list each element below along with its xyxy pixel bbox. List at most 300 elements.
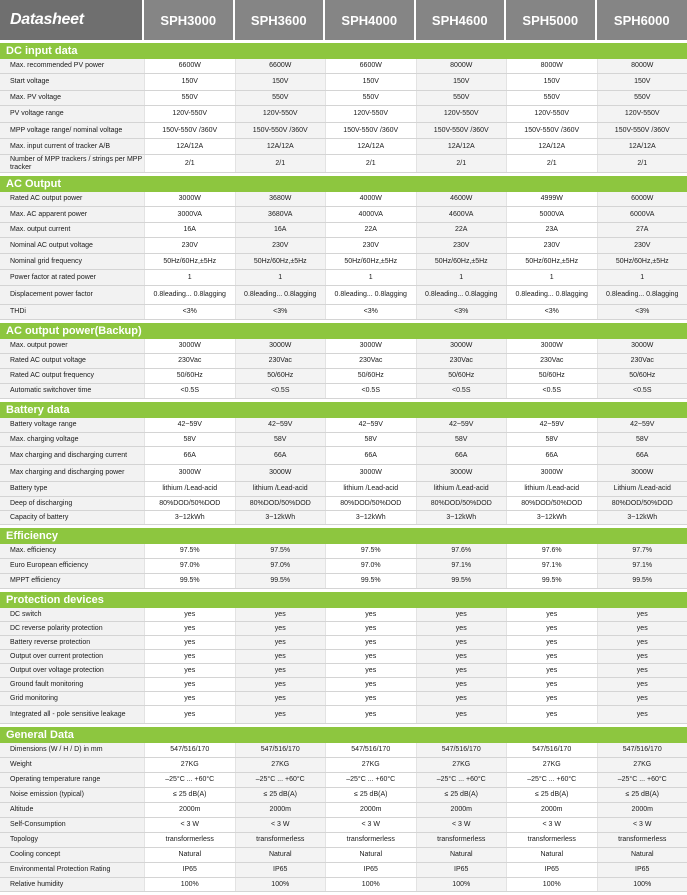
spec-value: yes (144, 706, 235, 723)
spec-label: MPP voltage range/ nominal voltage (0, 123, 144, 138)
spec-value: 50/60Hz (506, 369, 597, 383)
spec-value: 3000W (597, 339, 687, 353)
spec-value: 12A/12A (325, 139, 416, 154)
spec-row (0, 636, 687, 650)
spec-value: 230Vac (325, 354, 416, 368)
spec-value: 16A (235, 223, 326, 237)
spec-row (0, 511, 687, 525)
spec-value: yes (597, 692, 687, 705)
spec-value: 547/516/170 (144, 743, 235, 757)
spec-label: PV voltage range (0, 106, 144, 122)
spec-row (0, 139, 687, 155)
spec-label: Max. PV voltage (0, 91, 144, 105)
spec-value: 150V-550V /360V (506, 123, 597, 138)
spec-value: lithium /Lead-acid (416, 482, 507, 496)
spec-value: 230Vac (144, 354, 235, 368)
spec-value: 120V-550V (235, 106, 326, 122)
spec-label: Deep of discharging (0, 497, 144, 510)
spec-row (0, 369, 687, 384)
spec-value: 6600W (144, 59, 235, 73)
spec-row (0, 305, 687, 320)
spec-row (0, 803, 687, 818)
spec-value: 4600VA (416, 207, 507, 222)
spec-value: yes (506, 692, 597, 705)
spec-row (0, 773, 687, 788)
spec-value: yes (506, 636, 597, 649)
spec-value: 12A/12A (506, 139, 597, 154)
section-header-battery-data: Battery data (0, 402, 687, 418)
spec-value: 0.8leading... 0.8lagging (144, 286, 235, 304)
spec-value: 100% (416, 878, 507, 891)
spec-value: 99.5% (325, 574, 416, 588)
spec-value: 97.1% (506, 559, 597, 573)
spec-value: 100% (235, 878, 326, 891)
spec-row (0, 223, 687, 238)
spec-value: 42~59V (416, 418, 507, 432)
spec-value: 120V-550V (416, 106, 507, 122)
spec-value: 2/1 (325, 155, 416, 172)
spec-value: < 3 W (325, 818, 416, 832)
spec-value: 97.5% (235, 544, 326, 558)
spec-value: yes (325, 622, 416, 635)
spec-value: yes (325, 706, 416, 723)
spec-value: 2000m (144, 803, 235, 817)
spec-label: Output over voltage protection (0, 664, 144, 677)
spec-value: <0.5S (597, 384, 687, 398)
spec-label: Nominal AC output voltage (0, 238, 144, 253)
spec-value: < 3 W (597, 818, 687, 832)
spec-value: 99.5% (597, 574, 687, 588)
spec-value: 230Vac (597, 354, 687, 368)
datasheet-title: Datasheet (0, 0, 144, 40)
spec-label: Noise emission (typical) (0, 788, 144, 802)
spec-value: Lithium /Lead-acid (597, 482, 687, 496)
spec-value: 42~59V (235, 418, 326, 432)
spec-value: 1 (597, 270, 687, 285)
spec-value: 3000W (235, 465, 326, 481)
spec-value: yes (144, 692, 235, 705)
spec-row (0, 354, 687, 369)
spec-label: Automatic switchover time (0, 384, 144, 398)
spec-value: 8000W (416, 59, 507, 73)
spec-value: lithium /Lead-acid (506, 482, 597, 496)
spec-value: 99.5% (506, 574, 597, 588)
spec-value: yes (506, 664, 597, 677)
spec-value: 8000W (597, 59, 687, 73)
spec-label: Output over current protection (0, 650, 144, 663)
spec-value: Natural (506, 848, 597, 862)
spec-value: Natural (597, 848, 687, 862)
spec-value: –25°C ... +60°C (235, 773, 326, 787)
spec-value: 97.1% (597, 559, 687, 573)
spec-label: Nominal grid frequency (0, 254, 144, 269)
spec-value: 2/1 (597, 155, 687, 172)
spec-value: yes (235, 706, 326, 723)
spec-value: –25°C ... +60°C (506, 773, 597, 787)
spec-value: lithium /Lead-acid (235, 482, 326, 496)
spec-row (0, 758, 687, 773)
spec-value: 150V (597, 74, 687, 90)
spec-value: 50Hz/60Hz,±5Hz (144, 254, 235, 269)
spec-value: yes (416, 650, 507, 663)
spec-row (0, 254, 687, 270)
spec-value: 230V (144, 238, 235, 253)
spec-value: 12A/12A (235, 139, 326, 154)
spec-value: 2000m (325, 803, 416, 817)
spec-label: Capacity of battery (0, 511, 144, 524)
spec-label: THDi (0, 305, 144, 319)
spec-row (0, 418, 687, 433)
spec-value: 22A (416, 223, 507, 237)
spec-row (0, 788, 687, 803)
spec-value: 2/1 (506, 155, 597, 172)
spec-label: Rated AC output voltage (0, 354, 144, 368)
spec-value: lithium /Lead-acid (144, 482, 235, 496)
spec-label: Max. input current of tracker A/B (0, 139, 144, 154)
spec-value: yes (235, 664, 326, 677)
spec-value: 4600W (416, 192, 507, 206)
spec-value: <0.5S (506, 384, 597, 398)
spec-value: 2/1 (416, 155, 507, 172)
spec-value: 42~59V (597, 418, 687, 432)
spec-value: 150V-550V /360V (416, 123, 507, 138)
spec-value: 2000m (506, 803, 597, 817)
spec-value: yes (144, 678, 235, 691)
spec-value: 100% (325, 878, 416, 891)
spec-label: Environmental Protection Rating (0, 863, 144, 877)
spec-value: 547/516/170 (506, 743, 597, 757)
spec-value: 50Hz/60Hz,±5Hz (416, 254, 507, 269)
spec-label: DC reverse polarity protection (0, 622, 144, 635)
spec-value: 42~59V (325, 418, 416, 432)
spec-row (0, 706, 687, 724)
spec-value: ≤ 25 dB(A) (597, 788, 687, 802)
spec-value: 97.6% (506, 544, 597, 558)
spec-value: 58V (235, 433, 326, 446)
spec-label: Start voltage (0, 74, 144, 90)
spec-value: yes (144, 664, 235, 677)
spec-label: Max charging and discharging power (0, 465, 144, 481)
spec-value: IP65 (235, 863, 326, 877)
spec-value: 150V-550V /360V (235, 123, 326, 138)
spec-row (0, 447, 687, 465)
spec-value: yes (416, 706, 507, 723)
spec-value: 550V (144, 91, 235, 105)
spec-value: 97.0% (235, 559, 326, 573)
spec-value: 50/60Hz (325, 369, 416, 383)
spec-value: yes (597, 678, 687, 691)
spec-value: 50/60Hz (416, 369, 507, 383)
spec-label: Grid monitoring (0, 692, 144, 705)
spec-value: 100% (597, 878, 687, 891)
spec-label: Self-Consumption (0, 818, 144, 832)
spec-row (0, 433, 687, 447)
spec-value: yes (597, 650, 687, 663)
section-header-dc-input-data: DC input data (0, 43, 687, 59)
spec-value: 3000W (325, 339, 416, 353)
spec-value: Natural (235, 848, 326, 862)
spec-value: 3000W (506, 339, 597, 353)
spec-value: yes (144, 650, 235, 663)
spec-value: 3~12kWh (325, 511, 416, 524)
spec-label: Displacement power factor (0, 286, 144, 304)
spec-value: 100% (506, 878, 597, 891)
spec-value: 230V (597, 238, 687, 253)
spec-row (0, 384, 687, 399)
spec-value: yes (325, 678, 416, 691)
spec-value: <0.5S (235, 384, 326, 398)
spec-value: 550V (597, 91, 687, 105)
spec-value: –25°C ... +60°C (144, 773, 235, 787)
model-header: SPH3000 (144, 0, 235, 40)
header-row (0, 0, 687, 40)
spec-value: 66A (416, 447, 507, 464)
spec-value: 27KG (325, 758, 416, 772)
spec-value: 550V (506, 91, 597, 105)
spec-value: <3% (235, 305, 326, 319)
spec-value: yes (235, 622, 326, 635)
spec-row (0, 622, 687, 636)
spec-value: transformerless (235, 833, 326, 847)
spec-value: 66A (325, 447, 416, 464)
spec-value: 230Vac (235, 354, 326, 368)
spec-value: 80%DOD/50%DOD (506, 497, 597, 510)
spec-value: ≤ 25 dB(A) (144, 788, 235, 802)
spec-value: 42~59V (144, 418, 235, 432)
spec-value: 1 (325, 270, 416, 285)
spec-value: 2000m (235, 803, 326, 817)
spec-value: yes (325, 650, 416, 663)
spec-value: yes (325, 692, 416, 705)
spec-value: 3680W (235, 192, 326, 206)
spec-value: 3000W (506, 465, 597, 481)
spec-value: 80%DOD/50%DOD (597, 497, 687, 510)
spec-value: 27A (597, 223, 687, 237)
spec-value: 97.5% (144, 544, 235, 558)
spec-value: ≤ 25 dB(A) (325, 788, 416, 802)
spec-value: 3000W (416, 339, 507, 353)
spec-label: Rated AC output power (0, 192, 144, 206)
spec-row (0, 692, 687, 706)
spec-value: 97.6% (416, 544, 507, 558)
spec-value: 97.1% (416, 559, 507, 573)
spec-value: 230V (235, 238, 326, 253)
spec-value: 150V-550V /360V (144, 123, 235, 138)
model-header: SPH5000 (506, 0, 597, 40)
spec-value: yes (416, 692, 507, 705)
spec-value: yes (597, 706, 687, 723)
spec-value: 2/1 (235, 155, 326, 172)
spec-value: yes (416, 622, 507, 635)
spec-row (0, 863, 687, 878)
spec-row (0, 59, 687, 74)
spec-value: yes (416, 678, 507, 691)
spec-value: yes (597, 636, 687, 649)
spec-row (0, 574, 687, 589)
spec-value: yes (416, 664, 507, 677)
spec-value: < 3 W (235, 818, 326, 832)
spec-row (0, 91, 687, 106)
spec-value: 27KG (416, 758, 507, 772)
spec-value: 2000m (597, 803, 687, 817)
spec-value: 27KG (144, 758, 235, 772)
spec-label: Battery type (0, 482, 144, 496)
spec-value: <3% (416, 305, 507, 319)
spec-value: 150V (506, 74, 597, 90)
spec-value: yes (506, 650, 597, 663)
spec-value: 3~12kWh (597, 511, 687, 524)
spec-value: –25°C ... +60°C (597, 773, 687, 787)
spec-value: yes (235, 692, 326, 705)
spec-value: 3~12kWh (144, 511, 235, 524)
spec-label: Dimensions (W / H / D) in mm (0, 743, 144, 757)
section-header-ac-output-power-backup: AC output power(Backup) (0, 323, 687, 339)
spec-row (0, 106, 687, 123)
spec-value: <3% (506, 305, 597, 319)
spec-value: 5000VA (506, 207, 597, 222)
spec-value: <0.5S (416, 384, 507, 398)
spec-value: yes (597, 664, 687, 677)
spec-value: –25°C ... +60°C (325, 773, 416, 787)
spec-value: yes (325, 664, 416, 677)
spec-value: transformerless (597, 833, 687, 847)
section-header-protection-devices: Protection devices (0, 592, 687, 608)
spec-row (0, 559, 687, 574)
spec-value: 3000VA (144, 207, 235, 222)
spec-value: 12A/12A (144, 139, 235, 154)
spec-value: 58V (506, 433, 597, 446)
spec-value: 8000W (506, 59, 597, 73)
spec-value: IP65 (325, 863, 416, 877)
spec-label: Battery voltage range (0, 418, 144, 432)
spec-row (0, 192, 687, 207)
spec-value: 550V (416, 91, 507, 105)
spec-row (0, 497, 687, 511)
spec-value: 58V (416, 433, 507, 446)
spec-value: yes (416, 636, 507, 649)
spec-value: 120V-550V (597, 106, 687, 122)
spec-value: yes (235, 678, 326, 691)
spec-value: 12A/12A (416, 139, 507, 154)
spec-value: 50/60Hz (235, 369, 326, 383)
spec-label: DC switch (0, 608, 144, 621)
spec-value: 547/516/170 (235, 743, 326, 757)
spec-value: 230V (325, 238, 416, 253)
spec-row (0, 155, 687, 173)
spec-value: 0.8leading... 0.8lagging (325, 286, 416, 304)
spec-value: 150V (416, 74, 507, 90)
spec-value: 66A (144, 447, 235, 464)
spec-value: 3000W (416, 465, 507, 481)
spec-value: <0.5S (144, 384, 235, 398)
spec-value: 80%DOD/50%DOD (144, 497, 235, 510)
spec-value: 4000W (325, 192, 416, 206)
spec-value: yes (325, 636, 416, 649)
spec-value: 58V (144, 433, 235, 446)
spec-row (0, 123, 687, 139)
spec-value: 23A (506, 223, 597, 237)
spec-value: <3% (144, 305, 235, 319)
model-header: SPH4000 (325, 0, 416, 40)
spec-value: Natural (416, 848, 507, 862)
spec-value: 16A (144, 223, 235, 237)
spec-value: 120V-550V (325, 106, 416, 122)
spec-value: 2/1 (144, 155, 235, 172)
spec-label: Rated AC output frequency (0, 369, 144, 383)
spec-label: Cooling concept (0, 848, 144, 862)
spec-value: 0.8leading... 0.8lagging (416, 286, 507, 304)
spec-row (0, 74, 687, 91)
spec-label: Topology (0, 833, 144, 847)
spec-value: transformerless (506, 833, 597, 847)
spec-value: 150V-550V /360V (325, 123, 416, 138)
spec-value: 50Hz/60Hz,±5Hz (506, 254, 597, 269)
spec-value: 42~59V (506, 418, 597, 432)
spec-value: 120V-550V (506, 106, 597, 122)
spec-value: yes (506, 678, 597, 691)
spec-value: yes (416, 608, 507, 621)
spec-row (0, 207, 687, 223)
spec-label: MPPT efficiency (0, 574, 144, 588)
spec-value: yes (235, 608, 326, 621)
spec-value: 547/516/170 (325, 743, 416, 757)
spec-value: yes (235, 650, 326, 663)
spec-label: Ground fault monitoring (0, 678, 144, 691)
spec-value: 80%DOD/50%DOD (235, 497, 326, 510)
spec-value: yes (597, 608, 687, 621)
spec-value: 547/516/170 (416, 743, 507, 757)
spec-value: –25°C ... +60°C (416, 773, 507, 787)
model-header: SPH3600 (235, 0, 326, 40)
spec-value: 550V (325, 91, 416, 105)
spec-value: 4999W (506, 192, 597, 206)
spec-row (0, 848, 687, 863)
spec-value: 3000W (144, 465, 235, 481)
spec-value: ≤ 25 dB(A) (235, 788, 326, 802)
spec-label: Battery reverse protection (0, 636, 144, 649)
section-header-general-data: General Data (0, 727, 687, 743)
spec-label: Max. output power (0, 339, 144, 353)
spec-value: transformerless (144, 833, 235, 847)
spec-value: < 3 W (144, 818, 235, 832)
spec-row (0, 544, 687, 559)
spec-value: 97.7% (597, 544, 687, 558)
spec-value: transformerless (325, 833, 416, 847)
spec-row (0, 664, 687, 678)
spec-table (0, 43, 687, 892)
spec-label: Max charging and discharging current (0, 447, 144, 464)
spec-value: 97.5% (325, 544, 416, 558)
spec-value: 0.8leading... 0.8lagging (597, 286, 687, 304)
spec-value: 150V (235, 74, 326, 90)
spec-value: Natural (144, 848, 235, 862)
spec-value: 150V-550V /360V (597, 123, 687, 138)
spec-value: 3000W (144, 339, 235, 353)
spec-value: 3000W (144, 192, 235, 206)
spec-value: 80%DOD/50%DOD (416, 497, 507, 510)
spec-value: 2000m (416, 803, 507, 817)
spec-value: 66A (506, 447, 597, 464)
spec-value: 6600W (235, 59, 326, 73)
spec-value: 58V (325, 433, 416, 446)
spec-value: 3000W (325, 465, 416, 481)
spec-row (0, 650, 687, 664)
spec-label: Power factor at rated power (0, 270, 144, 285)
spec-row (0, 238, 687, 254)
spec-value: 1 (506, 270, 597, 285)
spec-value: 12A/12A (597, 139, 687, 154)
spec-value: 6600W (325, 59, 416, 73)
